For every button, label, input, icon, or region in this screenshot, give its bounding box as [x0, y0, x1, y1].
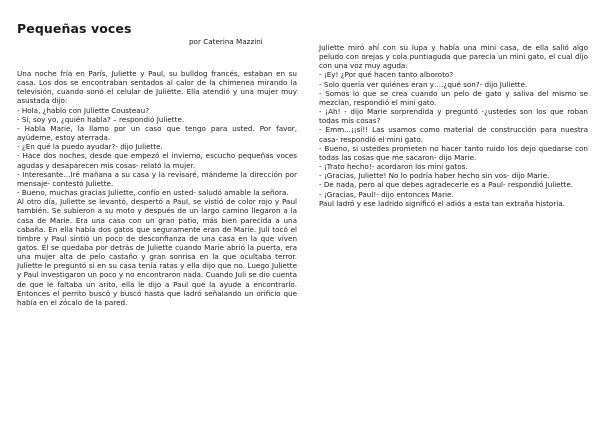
- paragraph: Una noche fría en París, Juliette y Paul, su bulldog francés, estaban en su casa. Los dos se encontraban sentados al calor de la chimenea mirando la televisión, cuando sonó el celular de Juliette. Ella atendió y una mujer muy asustada dijo:: [17, 69, 297, 106]
- paragraph: - Solo quería ver quiénes eran y….¿qué son?- dijo Juliette.: [319, 79, 528, 89]
- paragraph: - Hola, ¿hablo con Juliette Cousteau?: [17, 105, 150, 115]
- paragraph: - ¡Trato hecho!- acordaron los mini gatos.: [319, 162, 468, 172]
- paragraph: - Emm...¡¡sí!! Las usamos como material de construcción para nuestra casa- respondió el mini gato.: [319, 125, 588, 144]
- paragraph: - ¡Ey! ¿Por qué hacen tanto alboroto?: [319, 70, 454, 80]
- left-column: [17, 69, 297, 307]
- right-column: [319, 43, 588, 208]
- paragraph: Juliette miró ahí con su lupa y había una mini casa, de ella salió algo peludo con orejas y cola puntiaguda que parecía un mini gato, el cual dijo con una voz muy aguda:: [319, 43, 588, 71]
- paragraph: - ¡Ah! - dijo Marie sorprendida y preguntó -¿ustedes son los que roban todas mis cosas?: [319, 107, 588, 126]
- story-title: Pequeñas voces: [17, 21, 132, 36]
- paragraph: - Sí, soy yo, ¿quién habla? – respondió Juliette.: [17, 114, 185, 124]
- paragraph: - Hace dos noches, desde que empezó el invierno, escucho pequeñas voces agudas y desaparecen mis cosas- relató la mujer.: [17, 151, 297, 170]
- story-author: por Caterina Mazzini: [189, 37, 263, 46]
- paragraph: - De nada, pero al que debes agradecerle es a Paul- respondió Juliette.: [319, 180, 574, 190]
- paragraph: Al otro día, Juliette se levantó, despertó a Paul, se vistió de color rojo y Paul también. Se subieron a su moto y después de un largo camino llegaron a la casa de Marie. Era una casa con un gran patio, más bien parecida a una cabaña. En ella había dos gatos que seguramente eran de Marie. Juli tocó el timbre y Paul sintió un poco de desconfianza de una casa en la que viven gatos. Él se quedaba por detrás de Juliette cuando Marie abrió la puerta, era una mujer alta de pelo castaño y gran sonrisa en la que ocultaba terror. Juliette le preguntó si en su casa tenía ratas y ella dijo que no. Luego Juliette y Paul investigaron un poco y no encontraron nada. Cuando Juli se dio cuenta de que le faltaba un arito, ella le dijo a Paul que la ayude a encontrarlo. Entonces el perrito buscó y buscó hasta que ladró señalando un orificio que había en el zócalo de la pared.: [17, 197, 297, 307]
- paragraph: - Bueno, muchas gracias Juliette, confío en usted- saludó amable la señora.: [17, 188, 289, 198]
- paragraph: - Bueno, si ustedes prometen no hacer tanto ruido los dejo quedarse con todas las cosas que me sacaron- dijo Marie.: [319, 143, 588, 162]
- paragraph: - Somos lo que se crea cuando un pelo de gato y saliva del mismo se mezclan, respondió el mini gato.: [319, 88, 588, 107]
- paragraph: - ¡Gracias, Juliette! No lo podría haber hecho sin vos- dijo Marie.: [319, 171, 550, 181]
- paragraph: Paul ladró y ese ladrido significó el adiós a esta tan extraña historia.: [319, 198, 565, 208]
- paragraph: - ¿En qué la puedo ayudar?- dijo Juliette.: [17, 142, 163, 152]
- paragraph: - ¡Gracias, Paul!- dijo entonces Marie.: [319, 189, 454, 199]
- paragraph: - Habla Marie, la llamo por un caso que tengo para usted. Por favor, ayúdeme, estoy aterrada.: [17, 123, 297, 143]
- paragraph: - Interesante…Iré mañana a su casa y la revisaré, mándeme la dirección por mensaje- contestó Juliette.: [17, 169, 297, 188]
